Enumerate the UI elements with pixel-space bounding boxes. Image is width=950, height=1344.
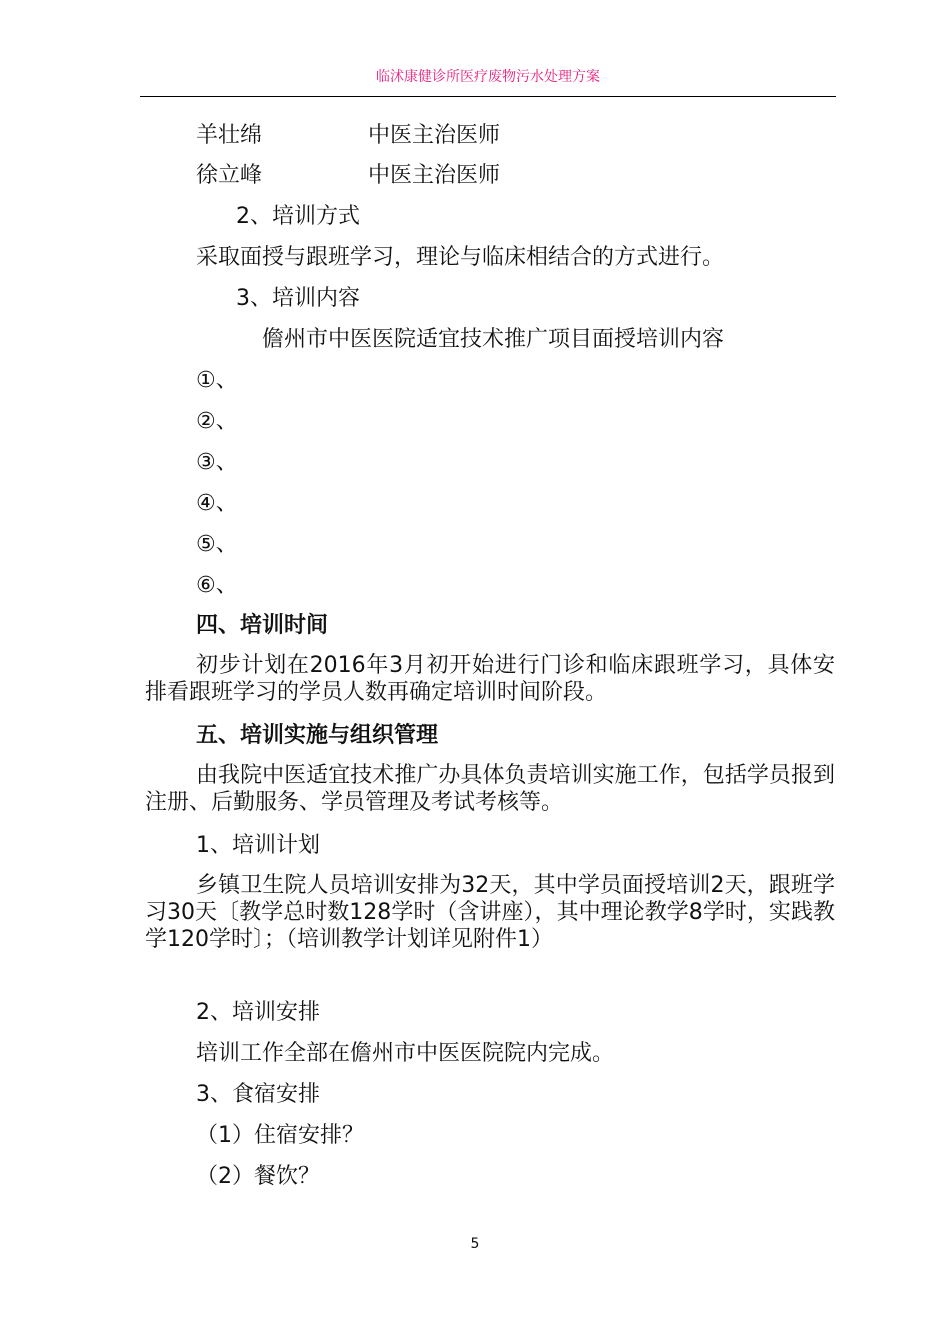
section-heading-training-time: 四、培训时间: [196, 613, 329, 638]
staff-name: 羊壮绵: [196, 123, 263, 148]
header-rule: [140, 96, 836, 97]
training-method-text: 采取面授与跟班学习，理论与临床相结合的方式进行。: [196, 245, 725, 270]
list-item: ⑤、: [196, 532, 238, 557]
item-heading-training-arrangement: 2、培训安排: [196, 1000, 320, 1025]
training-arrangement-text: 培训工作全部在儋州市中医医院院内完成。: [196, 1041, 615, 1066]
staff-title: 中医主治医师: [368, 123, 501, 148]
catering-item: （2）餐饮？: [196, 1164, 320, 1189]
training-time-paragraph: 初步计划在2016年3月初开始进行门诊和临床跟班学习，具体安排看跟班学习的学员人数再确定培训时间阶段。: [145, 653, 835, 705]
training-plan-paragraph: 乡镇卫生院人员培训安排为32天，其中学员面授培训2天，跟班学习30天〔教学总时数128学时（含讲座），其中理论教学8学时，实践教学120学时〕；（培训教学计划详见附件1）: [145, 873, 835, 952]
staff-name: 徐立峰: [196, 163, 263, 188]
list-item: ②、: [196, 409, 238, 434]
list-item: ⑥、: [196, 573, 238, 598]
section-heading-implementation: 五、培训实施与组织管理: [196, 723, 439, 748]
list-item: ①、: [196, 368, 238, 393]
item-heading-board-lodging: 3、食宿安排: [196, 1082, 320, 1107]
lodging-item: （1）住宿安排？: [196, 1123, 364, 1148]
item-heading-training-plan: 1、培训计划: [196, 833, 320, 858]
page-number: 5: [470, 1236, 480, 1252]
list-item: ③、: [196, 450, 238, 475]
page-header-title: 临沭康健诊所医疗废物污水处理方案: [376, 69, 600, 85]
training-content-subtitle: 儋州市中医医院适宜技术推广项目面授培训内容: [262, 327, 725, 352]
staff-title: 中医主治医师: [368, 163, 501, 188]
implementation-paragraph: 由我院中医适宜技术推广办具体负责培训实施工作，包括学员报到注册、后勤服务、学员管理及考试考核等。: [145, 763, 835, 815]
section-heading-training-method: 2、培训方式: [236, 204, 360, 229]
section-heading-training-content: 3、培训内容: [236, 286, 360, 311]
list-item: ④、: [196, 491, 238, 516]
